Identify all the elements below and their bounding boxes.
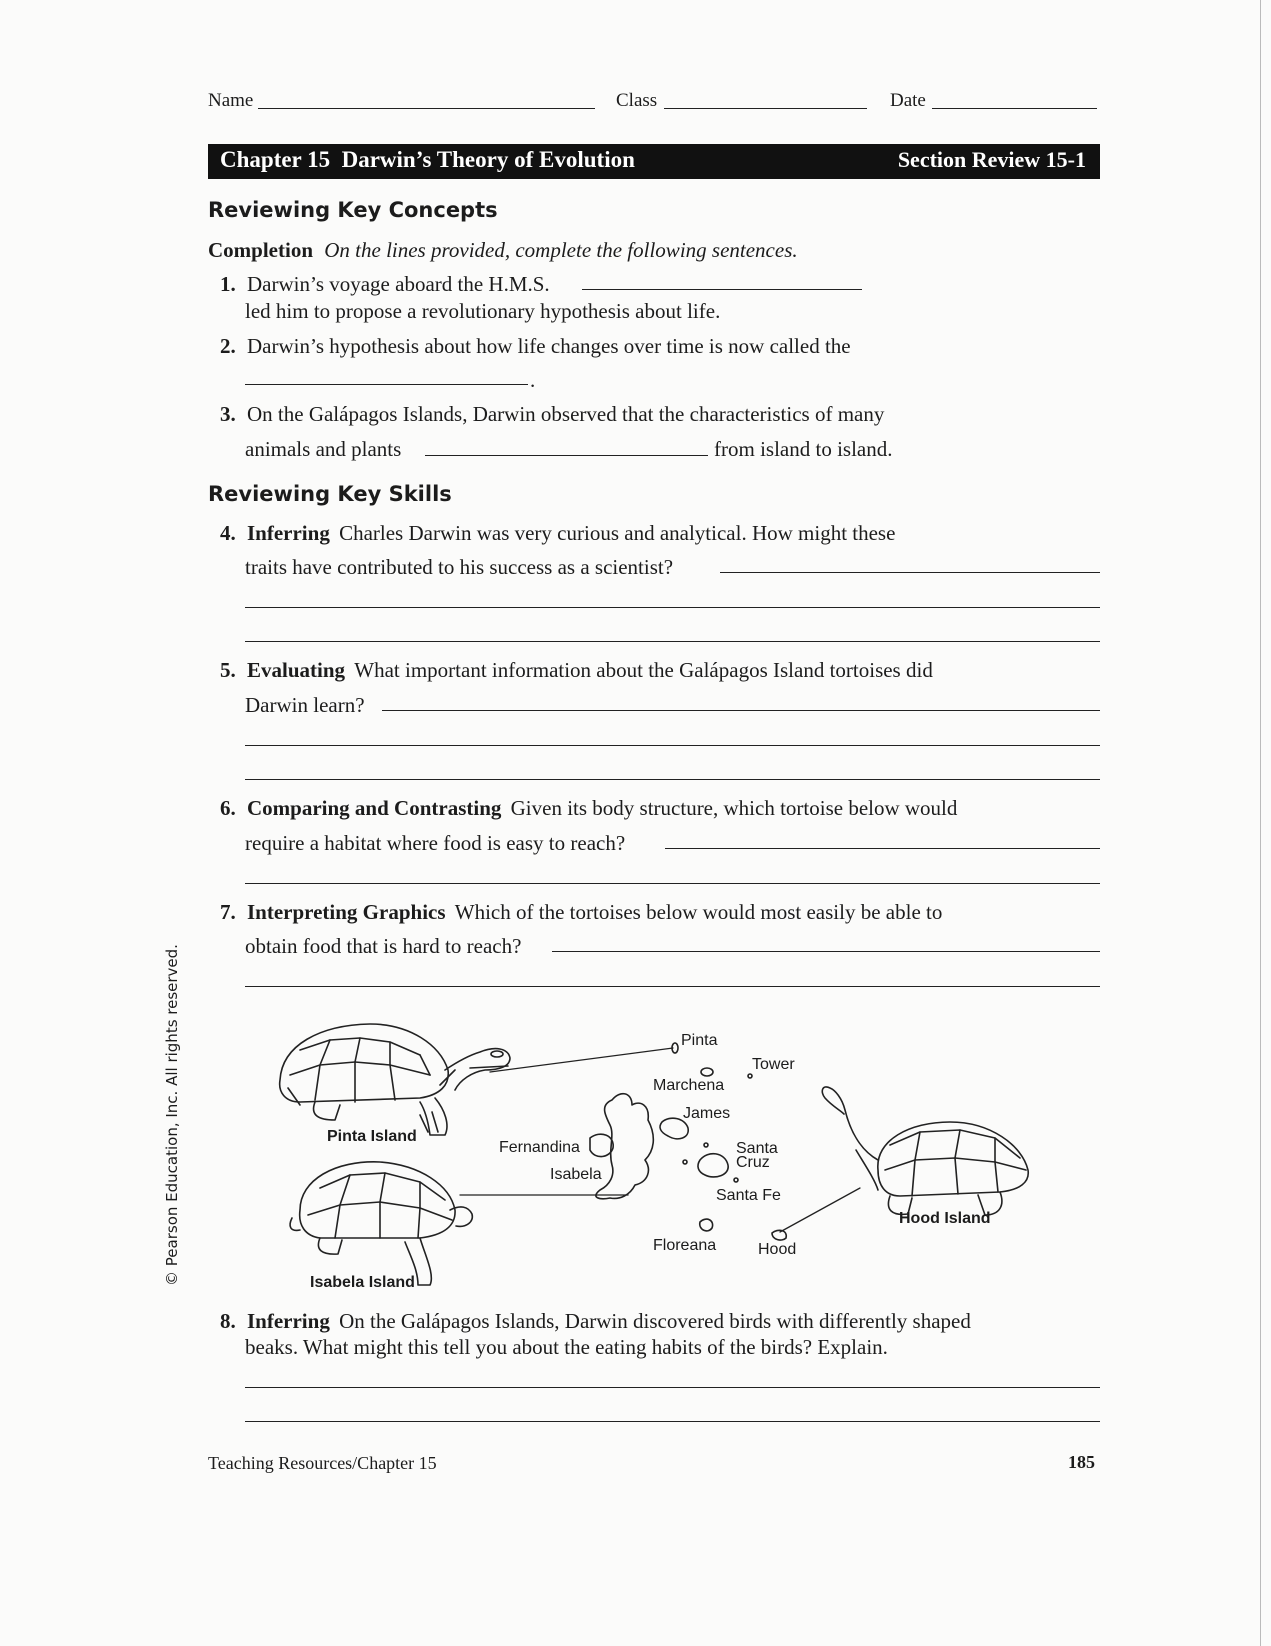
- marchena-island-shape: [701, 1068, 713, 1076]
- isabela-island-shape: [596, 1094, 653, 1199]
- name-row: [208, 90, 1108, 114]
- q4-number: 4.: [220, 521, 236, 545]
- q1-answer-line[interactable]: [582, 289, 862, 290]
- q5-skill: Evaluating: [247, 658, 346, 682]
- label-floreana: Floreana: [653, 1237, 717, 1254]
- q7-answer-line-1[interactable]: [552, 951, 1100, 952]
- section-title: Section Review 15-1: [897, 147, 1086, 172]
- q8-text-a: On the Galápagos Islands, Darwin discovered birds with differently shaped: [339, 1309, 971, 1333]
- name-field[interactable]: [258, 108, 595, 109]
- q4-text-a: Charles Darwin was very curious and analytical. How might these: [339, 521, 896, 545]
- section-heading-skills: Reviewing Key Skills: [208, 482, 452, 506]
- q7-skill: Interpreting Graphics: [247, 900, 446, 924]
- q4-text-b: traits have contributed to his success as a scientist?: [245, 555, 674, 579]
- q4-answer-line-2[interactable]: [245, 607, 1100, 608]
- q8-number: 8.: [220, 1309, 236, 1333]
- label-isabela-island-tortoise: Isabela Island: [310, 1274, 415, 1291]
- floreana-island-shape: [700, 1219, 713, 1231]
- q2-text-a: Darwin’s hypothesis about how life changes over time is now called the: [247, 334, 851, 358]
- label-pinta-island-tortoise: Pinta Island: [327, 1128, 417, 1145]
- q4-answer-line-1[interactable]: [720, 572, 1100, 573]
- page-edge: [1260, 0, 1261, 1646]
- q3-answer-line[interactable]: [425, 455, 708, 456]
- label-cruz: Cruz: [736, 1154, 770, 1171]
- q2-number: 2.: [220, 334, 236, 358]
- completion-instruction-text: On the lines provided, complete the following sentences.: [324, 238, 798, 262]
- chapter-banner: [208, 144, 1100, 179]
- date-field[interactable]: [932, 108, 1097, 109]
- galapagos-figure: [260, 1010, 1050, 1300]
- q1-text-b: led him to propose a revolutionary hypothesis about life.: [245, 299, 721, 323]
- q5-number: 5.: [220, 658, 236, 682]
- q5-answer-line-2[interactable]: [245, 745, 1100, 746]
- label-james: James: [683, 1105, 731, 1122]
- q6-skill: Comparing and Contrasting: [247, 796, 502, 820]
- isabela-tortoise-drawing: [290, 1162, 472, 1285]
- class-label: Class: [616, 90, 658, 111]
- hood-connector-line: [780, 1188, 860, 1232]
- q1-text-a: Darwin’s voyage aboard the H.M.S.: [247, 272, 550, 296]
- section-heading-concepts: Reviewing Key Concepts: [208, 198, 498, 222]
- q4-answer-line-3[interactable]: [245, 641, 1100, 642]
- q7-number: 7.: [220, 900, 236, 924]
- label-santa-fe: Santa Fe: [716, 1187, 781, 1204]
- question-3: [220, 402, 884, 426]
- q7-text-a: Which of the tortoises below would most easily be able to: [454, 900, 943, 924]
- q5-text-a: What important information about the Galápagos Island tortoises did: [354, 658, 933, 682]
- q6-answer-line-2[interactable]: [245, 883, 1100, 884]
- page-number: 185: [1068, 1452, 1095, 1472]
- q8-skill: Inferring: [247, 1309, 330, 1333]
- q7-text-b: obtain food that is hard to reach?: [245, 934, 522, 958]
- q3-text-a: On the Galápagos Islands, Darwin observed that the characteristics of many: [247, 402, 885, 426]
- pinta-connector-line: [490, 1048, 673, 1072]
- tower-island-shape: [748, 1074, 752, 1078]
- q3-number: 3.: [220, 402, 236, 426]
- completion-instructions: [208, 238, 798, 262]
- question-4: [220, 521, 895, 545]
- santa-fe-island-shape: [734, 1178, 738, 1182]
- q4-skill: Inferring: [247, 521, 330, 545]
- completion-label: Completion: [208, 238, 313, 262]
- q3-text-b: animals and plants: [245, 437, 402, 461]
- q5-answer-line-3[interactable]: [245, 779, 1100, 780]
- hood-island-shape: [772, 1230, 786, 1240]
- name-label: Name: [208, 90, 254, 111]
- question-6: [220, 796, 957, 820]
- q2-answer-line[interactable]: [245, 384, 528, 385]
- date-label: Date: [890, 90, 926, 111]
- question-8: [220, 1309, 971, 1333]
- q6-text-a: Given its body structure, which tortoise below would: [510, 796, 958, 820]
- footer-left: Teaching Resources/Chapter 15: [208, 1453, 437, 1473]
- q1-number: 1.: [220, 272, 236, 296]
- label-hood: Hood: [758, 1241, 797, 1258]
- label-marchena: Marchena: [653, 1077, 725, 1094]
- q3-text-c: from island to island.: [714, 437, 893, 461]
- question-7: [220, 900, 942, 924]
- q5-text-b: Darwin learn?: [245, 693, 365, 717]
- label-santa: Santa: [736, 1140, 778, 1157]
- q8-text-b: beaks. What might this tell you about the eating habits of the birds? Explain.: [245, 1335, 888, 1359]
- q2-end-period: .: [530, 368, 536, 392]
- q8-answer-line-2[interactable]: [245, 1421, 1100, 1422]
- label-fernandina: Fernandina: [499, 1139, 580, 1156]
- class-field[interactable]: [664, 108, 867, 109]
- q6-number: 6.: [220, 796, 236, 820]
- q6-text-b: require a habitat where food is easy to reach?: [245, 831, 626, 855]
- label-tower: Tower: [752, 1056, 795, 1073]
- hood-tortoise-drawing: [822, 1087, 1028, 1215]
- chapter-title: Chapter 15 Darwin’s Theory of Evolution: [220, 147, 635, 172]
- copyright-notice: © Pearson Education, Inc. All rights reserved.: [163, 944, 181, 1286]
- label-isabela: Isabela: [550, 1166, 602, 1183]
- fernandina-island-shape: [590, 1134, 613, 1156]
- label-hood-island-tortoise: Hood Island: [899, 1210, 991, 1227]
- question-2: [220, 334, 851, 358]
- q5-answer-line-1[interactable]: [382, 710, 1100, 711]
- santa-cruz-island-shape: [698, 1154, 728, 1177]
- q6-answer-line-1[interactable]: [665, 848, 1100, 849]
- pinta-tortoise-drawing: [280, 1024, 510, 1135]
- label-pinta: Pinta: [681, 1032, 718, 1049]
- question-1: [220, 272, 550, 296]
- q7-answer-line-2[interactable]: [245, 986, 1100, 987]
- question-5: [220, 658, 933, 682]
- q8-answer-line-1[interactable]: [245, 1387, 1100, 1388]
